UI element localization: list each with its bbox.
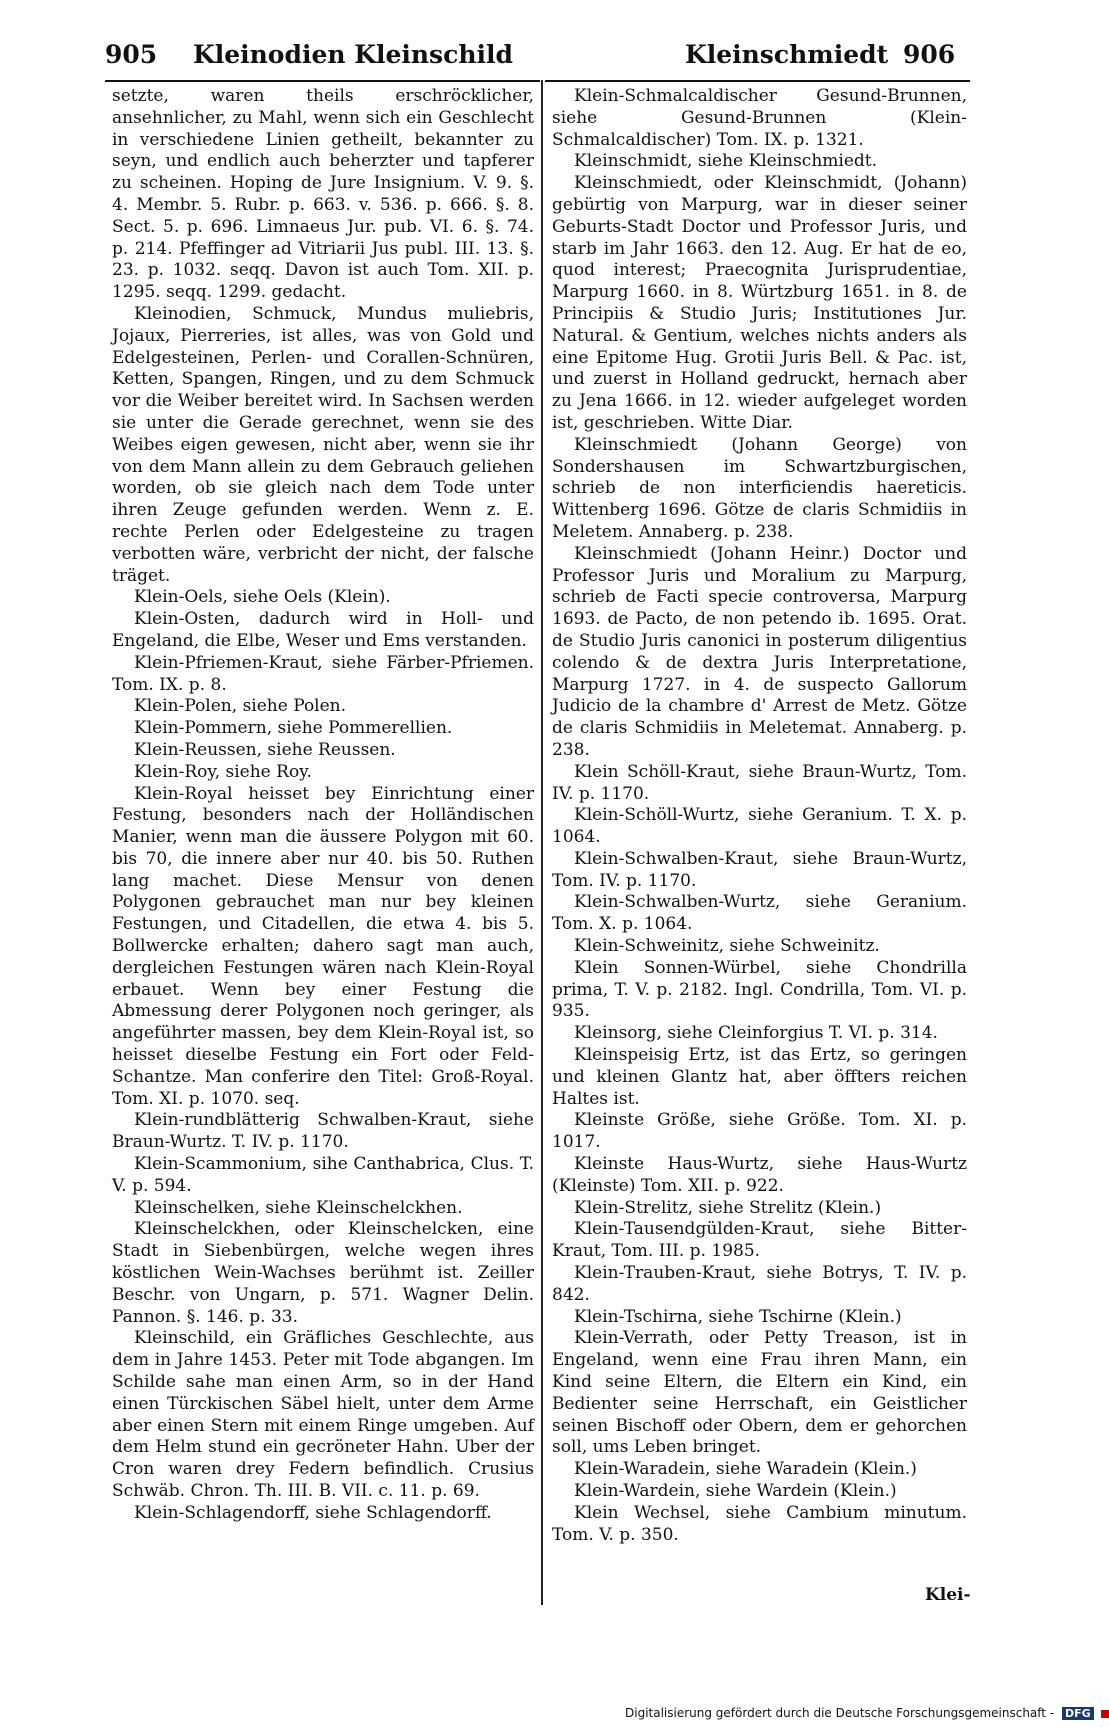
dictionary-entry: Kleinste Größe, siehe Größe. Tom. XI. p. 1017. [552, 1110, 967, 1153]
dictionary-entry: Kleinodien, Schmuck, Mundus muliebris, Jojaux, Pierreries, ist alles, was von Gold und Edelgesteinen, Perlen- und Corallen-Schnüren, Ketten, Spangen, Ringen, und zu dem Schmuck vor die Weiber bereitet wird. In Sachsen werden sie unter die Gerade gerechnet, wenn sie des Weibes eigen gewesen, nicht aber, wenn sie ihr von dem Mann allein zu dem Gebrauch geliehen worden, ob sie gleich nach dem Tode unter ihren Zeuge gefunden werden. Wenn z. E. rechte Perlen oder Edelgesteine zu tragen verbotten wäre, verbricht der nicht, der falsche träget. [112, 303, 534, 586]
dictionary-entry: Kleinschmiedt, oder Kleinschmidt, (Johann) gebürtig von Marpurg, war in dieser seiner Geburts-Stadt Doctor und Professor Juris, und starb im Jahr 1663. den 12. Aug. Er hat de eo, quod interest; Praecognita Jurisprudentiae, Marpurg 1660. in 8. Würtzburg 1651. in 8. de Principiis & Studio Juris; Institutiones Jur. Natural. & Gentium, welches nichts anders als eine Epitome Hug. Grotii Juris Bell. & Pac. ist, und zuerst in Holland gedruckt, hernach aber zu Jena 1666. in 12. wieder aufgeleget worden ist, geschrieben. Witte Diar. [552, 173, 967, 433]
dictionary-entry: Klein-rundblätterig Schwalben-Kraut, siehe Braun-Wurtz. T. IV. p. 1170. [112, 1110, 534, 1153]
page-number-left: 905 [105, 40, 158, 69]
dictionary-entry: Klein-Verrath, oder Petty Treason, ist in Engeland, wenn eine Frau ihren Mann, ein Kind seine Eltern, die Eltern ein Kind, ein Bedienter seine Herrschaft, ein Geistlicher seinen Bischoff oder Obern, dem er gehorchen soll, ums Leben bringet. [552, 1328, 967, 1458]
dictionary-entry: Klein-Wardein, siehe Wardein (Klein.) [574, 1481, 897, 1501]
dictionary-entry: Kleinschild, ein Gräfliches Geschlechte, aus dem in Jahre 1453. Peter mit Tode abgangen. Im Schilde sahe man einen Arm, so in der Hand einen Türckischen Säbel hielt, unter dem Arme aber einen Stern mit einem Ringe umgeben. Auf dem Helm stund ein gecröneter Hahn. Uber der Cron waren drey Federn befindlich. Crusius Schwäb. Chron. Th. III. B. VII. c. 11. p. 69. [112, 1328, 534, 1501]
dictionary-entry: Klein-Pommern, siehe Pommerellien. [134, 718, 453, 739]
footer-text: Digitalisierung gefördert durch die Deutsche Forschungsgemeinschaft - [625, 1706, 1055, 1720]
dictionary-entry: Kleinspeisig Ertz, ist das Ertz, so geringen und kleinen Glantz hat, aber öffters reichen Haltes ist. [552, 1045, 967, 1109]
dictionary-entry: Klein-Reussen, siehe Reussen. [134, 739, 396, 760]
dfg-logo: DFG [1062, 1707, 1094, 1720]
left-column [112, 86, 534, 1525]
dictionary-entry: Klein-Osten, dadurch wird in Holl- und Engeland, die Elbe, Weser und Ems verstanden. [112, 609, 534, 651]
dictionary-entry: Klein-Schmalcaldischer Gesund-Brunnen, siehe Gesund-Brunnen (Klein-Schmalcaldischer) Tom. IX. p. 1321. [552, 86, 967, 150]
dictionary-entry: Klein-Schlagendorff, siehe Schlagendorff. [134, 1502, 492, 1523]
dictionary-entry: Klein-Polen, siehe Polen. [134, 696, 347, 717]
catchword: Klei- [925, 1585, 971, 1605]
running-head-right: Kleinschmiedt [685, 40, 889, 69]
right-column [552, 86, 967, 1546]
running-head-left: Kleinodien Kleinschild [193, 40, 513, 69]
dictionary-entry: Klein-Schwalben-Wurtz, siehe Geranium. Tom. X. p. 1064. [552, 892, 967, 935]
dictionary-entry: Klein-Schweinitz, siehe Schweinitz. [574, 936, 880, 957]
dictionary-entry: Klein-Oels, siehe Oels (Klein). [134, 587, 391, 608]
dictionary-entry: Klein-Pfriemen-Kraut, siehe Färber-Pfriemen. Tom. IX. p. 8. [112, 652, 534, 695]
dictionary-entry: Kleinschmidt, siehe Kleinschmiedt. [574, 151, 878, 172]
dictionary-entry: Klein-Tschirna, siehe Tschirne (Klein.) [574, 1306, 902, 1327]
page-header [105, 40, 965, 80]
dictionary-entry: Kleinste Haus-Wurtz, siehe Haus-Wurtz (Kleinste) Tom. XII. p. 922. [552, 1154, 967, 1196]
header-rule-left [105, 80, 540, 82]
dictionary-entry: Kleinschelken, siehe Kleinschelckhen. [134, 1197, 463, 1218]
dictionary-entry: Klein-Trauben-Kraut, siehe Botrys, T. IV. p. 842. [552, 1263, 967, 1305]
dictionary-entry: Klein-Roy, siehe Roy. [134, 761, 312, 782]
column-divider [541, 80, 543, 1605]
header-rule-right [545, 80, 970, 82]
dictionary-entry: setzte, waren theils erschröcklicher, ansehnlicher, zu Mahl, wenn sich ein Geschlecht in verschiedene Linien getheilt, bekannter zu seyn, und endlich auch beherzter und tapferer zu scheinen. Hoping de Jure Insignium. V. 9. §. 4. Membr. 5. Rubr. p. 663. v. 536. p. 666. §. 8. Sect. 5. p. 696. Limnaeus Jur. pub. VI. 6. §. 74. p. 214. Pfeffinger ad Vitriarii Jus publ. III. 13. §. 23. p. 1032. seqq. Davon ist auch Tom. XII. p. 1295. seqq. 1299. gedacht. [112, 86, 534, 303]
dictionary-entry: Klein-Scammonium, sihe Canthabrica, Clus. T. V. p. 594. [112, 1154, 534, 1196]
dictionary-entry: Kleinschmiedt (Johann George) von Sondershausen im Schwartzburgischen, schrieb de non interficiendis haereticis. Wittenberg 1696. Götze de claris Schmidiis in Meletem. Annaberg. p. 238. [552, 434, 967, 542]
dictionary-entry: Klein-Tausendgülden-Kraut, siehe Bitter-Kraut, Tom. III. p. 1985. [552, 1219, 967, 1262]
dictionary-entry: Klein-Schöll-Wurtz, siehe Geranium. T. X. p. 1064. [552, 805, 967, 848]
dictionary-entry: Kleinschmiedt (Johann Heinr.) Doctor und Professor Juris und Moralium zu Marpurg, schrieb de Facti specie controversa, Marpurg 1693. de Pacto, de non petendo ib. 1695. Orat. de Studio Juris canonici in posterum diligentius colendo & de dextra Juris Interpretatione, Marpurg 1727. in 4. de suspecto Gallorum Judicio de la chambre d' Arrest de Metz. Götze de claris Schmidiis in Meletemat. Annaberg. p. 238. [552, 543, 967, 760]
dictionary-entry: Klein Sonnen-Würbel, siehe Chondrilla prima, T. V. p. 2182. Ingl. Condrilla, Tom. VI. p. 935. [552, 957, 967, 1022]
dictionary-entry: Klein-Royal heisset bey Einrichtung einer Festung, besonders nach der Holländischen Manier, wenn man die äussere Polygon mit 60. bis 70, die innere aber nur 40. bis 50. Ruthen lang machet. Diese Mensur von denen Polygonen gebrauchet man nur bey kleinen Festungen, und Citadellen, die etwa 4. bis 5. Bollwercke erhalten; dahero sagt man auch, dergleichen Festungen wären nach Klein-Royal erbauet. Wenn bey einer Festung die Abmessung derer Polygonen noch geringer, als angeführter massen, bey dem Klein-Royal ist, so heisset dieselbe Festung ein Fort oder Feld-Schantze. Man conferire den Titel: Groß-Royal. Tom. XI. p. 1070. seq. [112, 783, 534, 1109]
dfg-logo-mark-icon [1101, 1710, 1109, 1718]
dictionary-entry: Klein-Schwalben-Kraut, siehe Braun-Wurtz, Tom. IV. p. 1170. [552, 848, 967, 891]
page-number-right: 906 [903, 40, 956, 69]
dictionary-entry: Klein-Waradein, siehe Waradein (Klein.) [574, 1459, 917, 1480]
dictionary-entry: Klein Schöll-Kraut, siehe Braun-Wurtz, Tom. IV. p. 1170. [552, 761, 967, 804]
dictionary-entry: Klein Wechsel, siehe Cambium minutum. Tom. V. p. 350. [552, 1502, 967, 1545]
dictionary-entry: Kleinschelckhen, oder Kleinschelcken, eine Stadt in Siebenbürgen, welche wegen ihres köstlichen Wein-Wachses berühmt ist. Zeiller Beschr. von Ungarn, p. 571. Wagner Delin. Pannon. §. 146. p. 33. [112, 1219, 534, 1327]
digitization-footer [625, 1706, 1109, 1720]
dictionary-entry: Klein-Strelitz, siehe Strelitz (Klein.) [574, 1197, 882, 1218]
dictionary-entry: Kleinsorg, siehe Cleinforgius T. VI. p. 314. [574, 1023, 938, 1044]
